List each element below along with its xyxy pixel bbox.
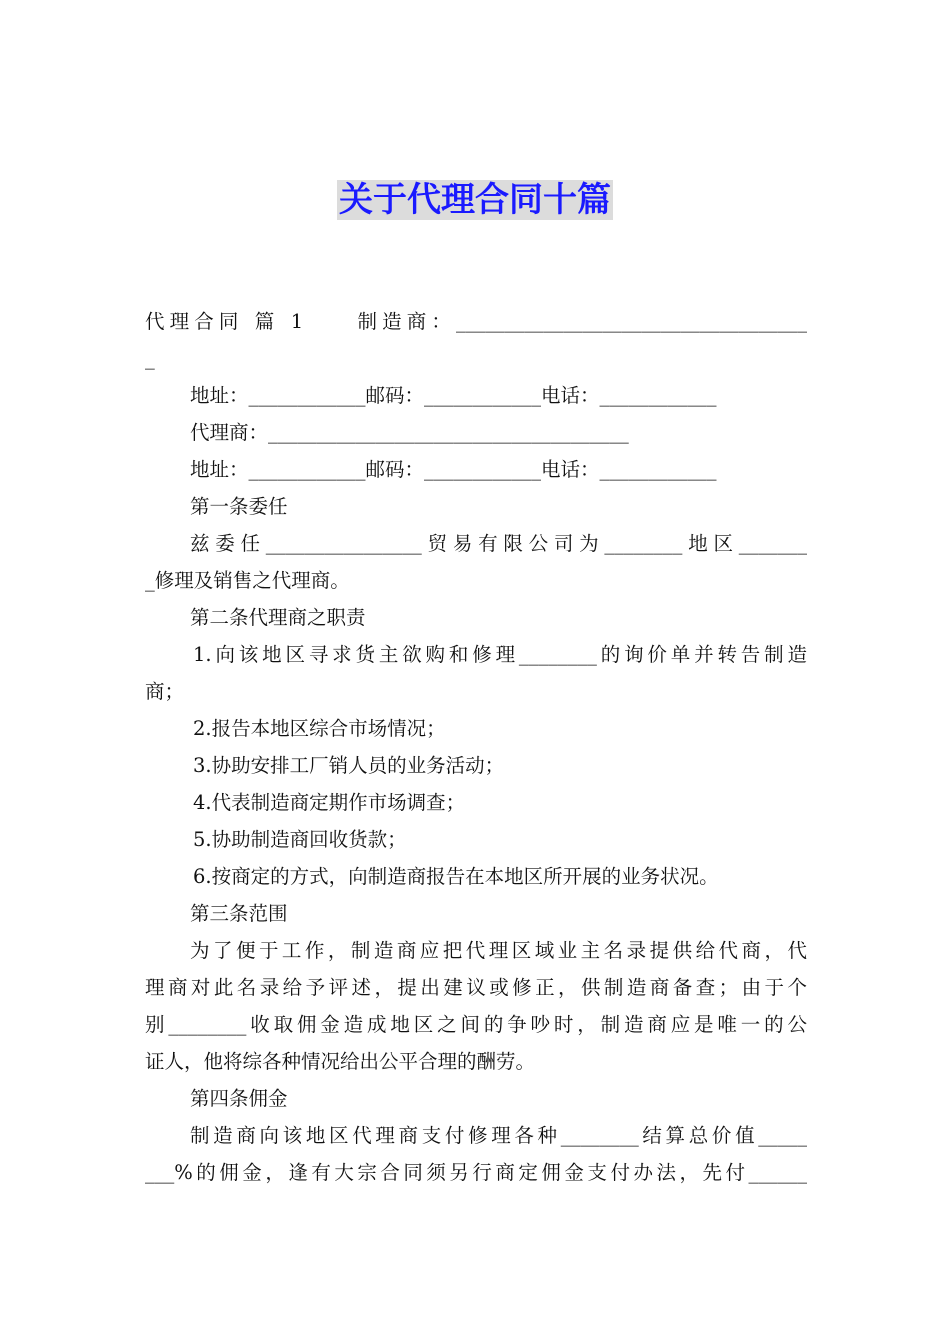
document-body [145,303,807,1191]
paragraph-line: ___%的佣金，逢有大宗合同须另行商定佣金支付办法，先付______ [145,1161,807,1184]
document-title [0,176,950,224]
list-item: 6.按商定的方式，向制造商报告在本地区所开展的业务状况。 [193,865,719,888]
agent-address-line: 地址：____________邮码：____________电话：____________ [190,458,717,481]
list-item: 5.协助制造商回收货款； [193,828,407,851]
title-text: 关于代理合同十篇 [339,180,611,220]
paragraph-line: 理商对此名录给予评述，提出建议或修正，供制造商备查；由于个 [145,976,807,999]
article-heading: 第一条委任 [190,495,288,518]
contract-header-line: 代理合同 篇 1 制造商：____________________________________ [145,310,807,333]
article-heading: 第三条范围 [190,902,288,925]
paragraph-line: 证人，他将综各种情况给出公平合理的酬劳。 [145,1050,536,1073]
manufacturer-address-line: 地址：____________邮码：____________电话：____________ [190,384,717,407]
paragraph-line: 兹委任________________贸易有限公司为________地区_______ [190,532,807,555]
article-heading: 第四条佣金 [190,1087,288,1110]
list-item: 1.向该地区寻求货主欲购和修理________的询价单并转告制造 [193,643,807,666]
agent-name-line: 代理商：_____________________________________ [190,421,629,444]
list-item: 3.协助安排工厂销人员的业务活动； [193,754,505,777]
paragraph-line: 别________收取佣金造成地区之间的争吵时，制造商应是唯一的公 [145,1013,807,1036]
contract-header-continuation: _ [145,347,155,370]
paragraph-line: 为了便于工作，制造商应把代理区域业主名录提供给代商，代 [190,939,807,962]
list-item: 4.代表制造商定期作市场调查； [193,791,466,814]
paragraph-line: 制造商向该地区代理商支付修理各种________结算总价值_____ [190,1124,807,1147]
list-item-continuation: 商； [145,680,185,703]
paragraph-line: _修理及销售之代理商。 [145,569,350,592]
list-item: 2.报告本地区综合市场情况； [193,717,446,740]
article-heading: 第二条代理商之职责 [190,606,366,629]
